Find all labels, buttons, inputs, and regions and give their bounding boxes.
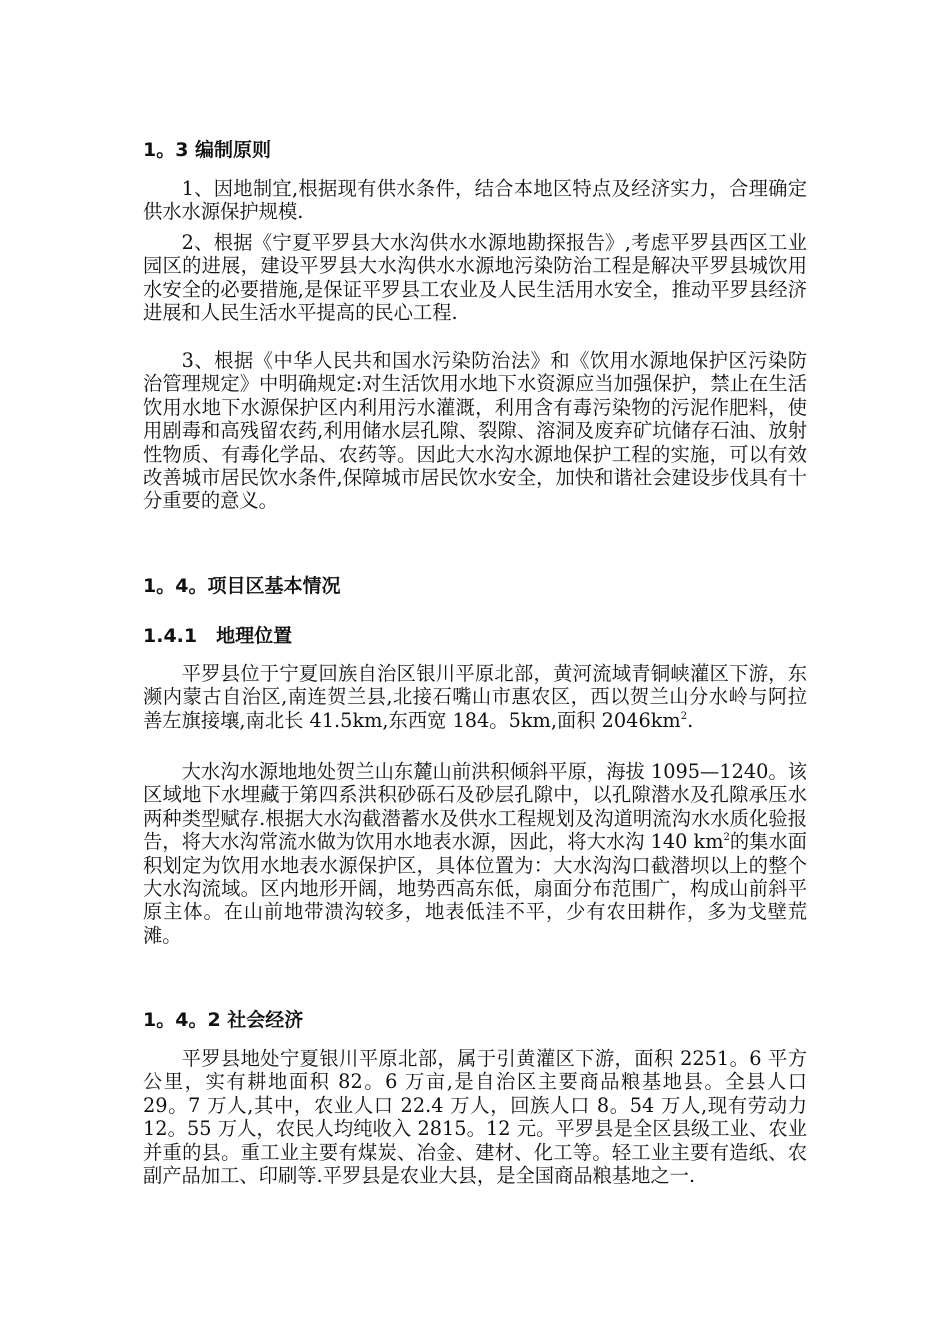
section-heading-1-4: 1。4。项目区基本情况 bbox=[143, 575, 341, 597]
paragraph-economy: 平罗县地处宁夏银川平原北部，属于引黄灌区下游，面积 2251。6 平方公里，实有耕地面积 82。6 万亩,是自治区主要商品粮基地县。全县人口 29。7 万人,其中，农业人口 22.4 万人，回族人口 8。54 万人,现有劳动力 12。55 万人，农民人均纯收入 2815。12 元。平罗县是全区县级工业、农业并重的县。重工业主要有煤炭、冶金、建材、化工等。轻工业主要有造纸、农副产品加工、印刷等.平罗县是农业大县，是全国商品粮基地之一. bbox=[143, 1047, 807, 1188]
paragraph-geography-1 bbox=[143, 662, 807, 732]
geography-2-text-end: 的集水面积划定为饮用水地表水源保护区，具体位置为：大水沟沟口截潜坝以上的整个大水沟流域。区内地形开阔，地势西高东低，扇面分布范围广，构成山前斜平原主体。在山前地带溃沟较多，地表低洼不平，少有农田耕作，多为戈壁荒滩。 bbox=[143, 830, 808, 947]
paragraph-principle-2: 2、根据《宁夏平罗县大水沟供水水源地勘探报告》,考虑平罗县西区工业园区的进展，建设平罗县大水沟供水水源地污染防治工程是解决平罗县城饮用水安全的必要措施,是保证平罗县工农业及人民生活用水安全，推动平罗县经济进展和人民生活水平提高的民心工程. bbox=[143, 231, 807, 325]
geography-1-text: 平罗县位于宁夏回族自治区银川平原北部，黄河流域青铜峡灌区下游，东濒内蒙古自治区,南连贺兰县,北接石嘴山市惠农区，西以贺兰山分水岭与阿拉善左旗接壤,南北长 41.5km,东西宽 184。5km,面积 2046km bbox=[143, 662, 807, 732]
section-heading-1-4-1: 1.4.1 地理位置 bbox=[143, 625, 293, 647]
geography-1-superscript: 2 bbox=[680, 710, 688, 722]
section-heading-1-3: 1。3 编制原则 bbox=[143, 139, 272, 161]
geography-2-text: 大水沟水源地地处贺兰山东麓山前洪积倾斜平原，海拔 1095—1240。该区域地下水埋藏于第四系洪积砂砾石及砂层孔隙中，以孔隙潜水及孔隙承压水两种类型赋存.根据大水沟截潜蓄水及供水工程规划及沟道明流沟水水质化验报告，将大水沟常流水做为饮用水地表水源，因此，将大水沟 140 km bbox=[143, 760, 807, 854]
paragraph-principle-3: 3、根据《中华人民共和国水污染防治法》和《饮用水源地保护区污染防治管理规定》中明确规定:对生活饮用水地下水资源应当加强保护，禁止在生活饮用水地下水源保护区内利用污水灌溉，利用含有毒污染物的污泥作肥料，使用剧毒和高残留农药,利用储水层孔隙、裂隙、溶洞及废弃矿坑储存石油、放射性物质、有毒化学品、农药等。因此大水沟水源地保护工程的实施，可以有效改善城市居民饮水条件,保障城市居民饮水安全，加快和谐社会建设步伐具有十分重要的意义。 bbox=[143, 349, 807, 513]
paragraph-principle-1: 1、因地制宜,根据现有供水条件，结合本地区特点及经济实力，合理确定供水水源保护规模. bbox=[143, 177, 807, 224]
geography-2-superscript: 2 bbox=[723, 832, 730, 844]
section-heading-1-4-2: 1。4。2 社会经济 bbox=[143, 1009, 304, 1031]
paragraph-geography-2 bbox=[143, 760, 807, 947]
geography-1-text-end: . bbox=[687, 708, 694, 732]
